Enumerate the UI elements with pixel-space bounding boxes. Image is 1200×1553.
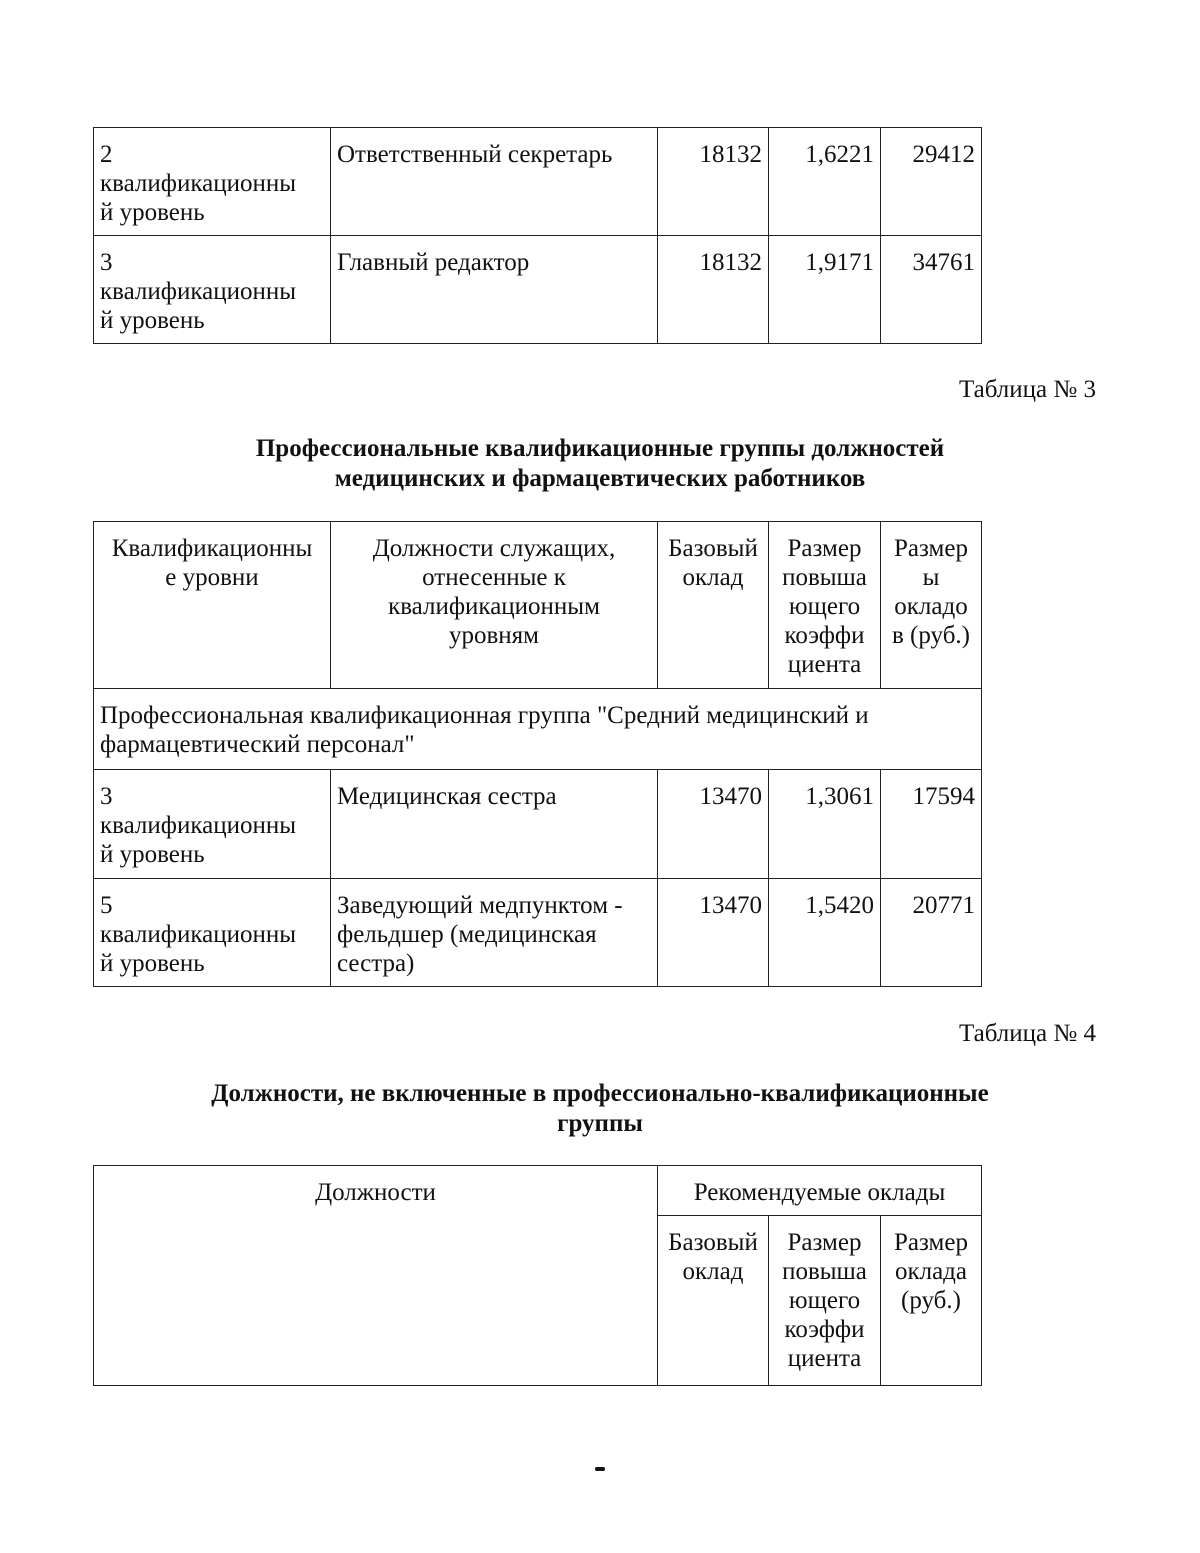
salary-cell: 17594 (881, 770, 982, 879)
coefficient-cell: 1,3061 (769, 770, 881, 879)
header-salary: Размер ы окладо в (руб.) (881, 522, 982, 689)
group-row (94, 689, 982, 770)
coefficient-cell: 1,9171 (769, 236, 881, 344)
scan-speck (595, 1467, 605, 1471)
salary-cell: 34761 (881, 236, 982, 344)
salary-cell: 20771 (881, 879, 982, 987)
table-header-row (94, 1166, 982, 1216)
table-row (94, 879, 982, 987)
header-positions: Должности служащих, отнесенные к квалификационным уровням (331, 522, 658, 689)
base-salary-cell: 13470 (658, 879, 769, 987)
group-label: Профессиональная квалификационная группа "Средний медицинский и фармацевтический персонал" (94, 689, 982, 770)
position-cell: Медицинская сестра (331, 770, 658, 879)
table-row (94, 236, 982, 344)
header-base-salary: Базовый оклад (658, 1216, 769, 1386)
table-3-label: Таблица № 3 (958, 376, 1096, 403)
position-cell: Заведующий медпунктом - фельдшер (медицинская сестра) (331, 879, 658, 987)
position-cell: Ответственный секретарь (331, 128, 658, 236)
header-positions: Должности (94, 1166, 658, 1386)
qualification-level-cell: 5 квалификационны й уровень (94, 879, 331, 987)
qualification-level-cell: 3 квалификационны й уровень (94, 236, 331, 344)
coefficient-cell: 1,5420 (769, 879, 881, 987)
header-coefficient: Размер повыша ющего коэффи циента (769, 1216, 881, 1386)
table-3-title-line-1: Профессиональные квалификационные группы должностей (255, 435, 945, 462)
table-3 (93, 521, 982, 987)
header-salary: Размер оклада (руб.) (881, 1216, 982, 1386)
table-row (94, 770, 982, 879)
table-4-title-line-2: группы (557, 1110, 643, 1137)
table-3-title-line-2: медицинских и фармацевтических работников (334, 465, 866, 492)
qualification-level-cell: 3 квалификационны й уровень (94, 770, 331, 879)
qualification-level-cell: 2 квалификационны й уровень (94, 128, 331, 236)
base-salary-cell: 18132 (658, 128, 769, 236)
table-4 (93, 1165, 982, 1386)
salary-cell: 29412 (881, 128, 982, 236)
header-recommended-salaries: Рекомендуемые оклады (658, 1166, 982, 1216)
header-coefficient: Размер повыша ющего коэффи циента (769, 522, 881, 689)
position-cell: Главный редактор (331, 236, 658, 344)
table-row (94, 128, 982, 236)
base-salary-cell: 13470 (658, 770, 769, 879)
header-qualification-levels: Квалификационны е уровни (94, 522, 331, 689)
base-salary-cell: 18132 (658, 236, 769, 344)
table-2-continuation (93, 127, 982, 344)
table-4-title-line-1: Должности, не включенные в профессионально-квалификационные (211, 1080, 989, 1107)
header-base-salary: Базовый оклад (658, 522, 769, 689)
table-4-label: Таблица № 4 (958, 1020, 1096, 1047)
coefficient-cell: 1,6221 (769, 128, 881, 236)
table-header-row (94, 522, 982, 689)
